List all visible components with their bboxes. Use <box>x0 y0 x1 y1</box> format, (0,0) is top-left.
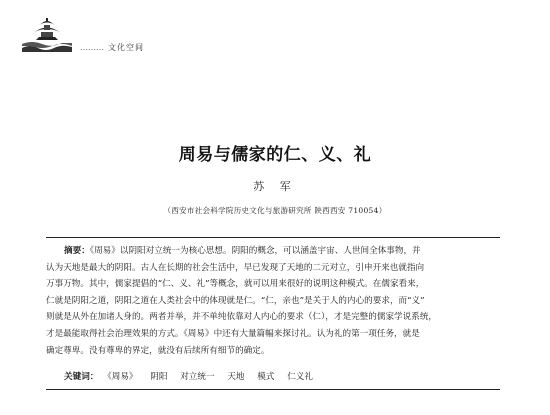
abstract-line: 才是最能取得社会治理效果的方式。《周易》中还有大量篇幅来探讨礼。认为礼的第一项任务，就是 <box>46 328 420 339</box>
leader-dots: ……… <box>80 43 104 52</box>
abstract-line: 则就是从外在加诸人身的。两者并举，并不单纯依靠对人内心的要求（仁），才是完整的儒家学说系统， <box>46 312 438 323</box>
abstract-bottom-rule <box>46 389 500 390</box>
keyword: 仁义礼 <box>287 372 313 382</box>
abstract-top-rule <box>46 237 500 238</box>
keywords-line <box>64 370 323 382</box>
keyword: 对立统一 <box>180 372 215 382</box>
paper-title: 周易与儒家的仁、义、礼 <box>178 145 372 165</box>
abstract-line: 认为天地是最大的阴阳。古人在长期的社会生活中，早已发现了天地的二元对立，引申开来也就指向 <box>46 262 425 273</box>
abstract-block <box>46 243 500 359</box>
journal-header <box>0 0 550 58</box>
abstract-line: 万事万物。其中，儒家提倡的“仁、义、礼”等概念，就可以用来很好的说明这种模式。在儒家看来， <box>46 279 425 290</box>
abstract-line-text: 《周易》以阴阳对立统一为核心思想。阴阳的概念，可以涵盖宇宙、人世间全体事物，并 <box>89 246 421 256</box>
column-label <box>80 42 144 53</box>
abstract-line <box>46 243 500 260</box>
keyword: 模式 <box>257 372 275 382</box>
abstract-line: 仁就是阴阳之道，阴阳之道在人类社会中的体现就是仁。“仁，亲也”是关于人的内心的要求，而“义” <box>46 295 425 306</box>
abstract-line: 确定尊卑。没有尊卑的界定，就没有后续所有细节的确定。 <box>46 345 270 356</box>
column-name: 文化空间 <box>108 43 144 52</box>
keyword: 天地 <box>227 372 245 382</box>
keywords-label: 关键词： <box>64 372 99 382</box>
abstract-label: 摘要： <box>64 246 90 256</box>
author-affiliation: （西安市社会科学院历史文化与旅游研究所 陕西西安 710054） <box>163 206 387 215</box>
pagoda-logo-icon <box>22 18 72 52</box>
keyword: 阴阳 <box>150 372 168 382</box>
keyword: 《周易》 <box>103 372 138 382</box>
author-name: 苏 军 <box>253 180 297 193</box>
